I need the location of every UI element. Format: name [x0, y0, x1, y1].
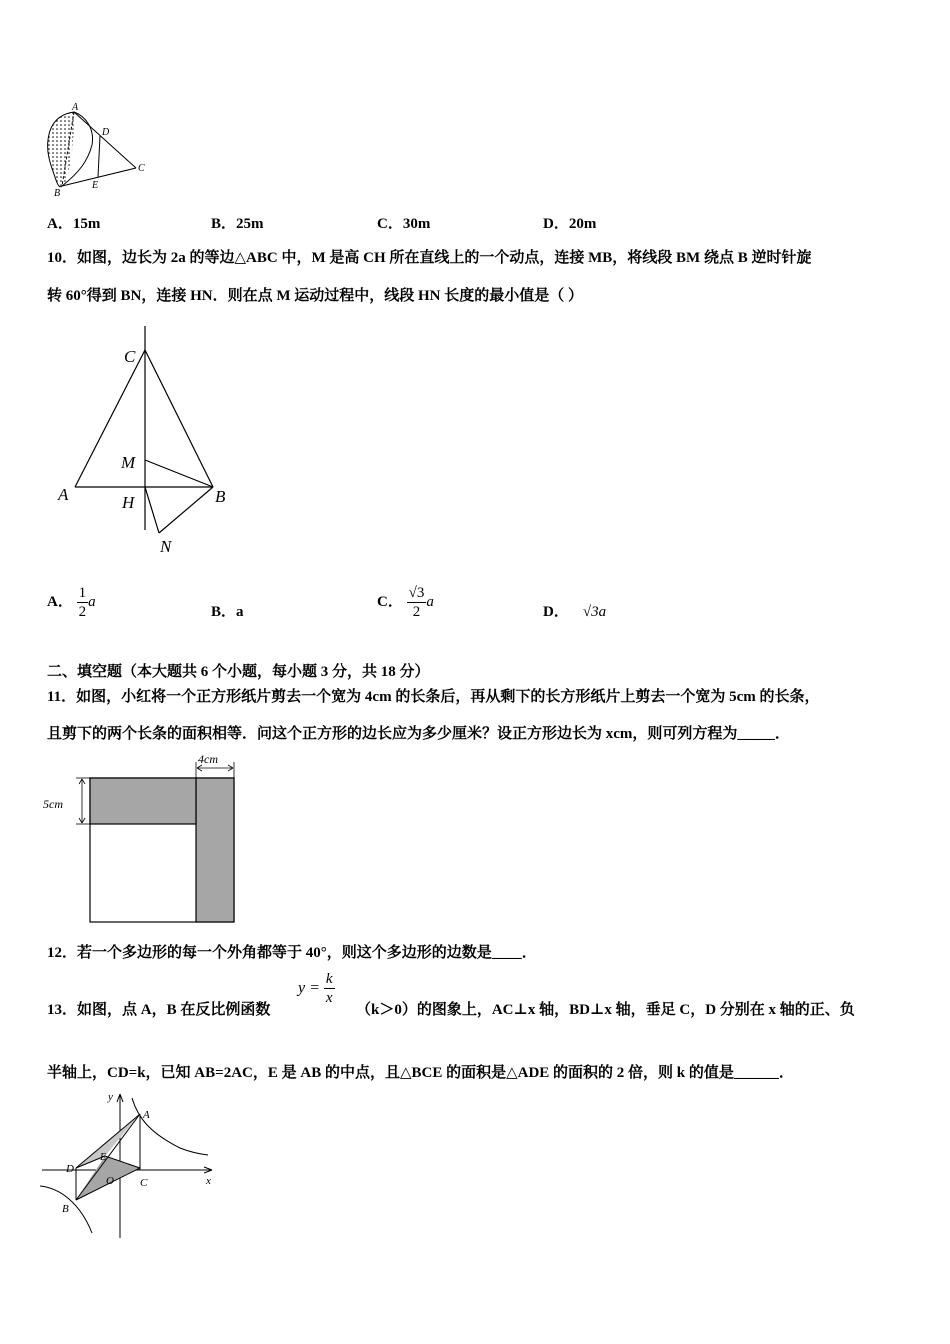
- q10-stem-line2: 转 60°得到 BN，连接 HN．则在点 M 运动过程中，线段 HN 长度的最小值是（ ）: [47, 288, 583, 304]
- q9-shaded-region: [48, 112, 74, 188]
- q11-strip-4cm: [196, 778, 234, 922]
- q13-stem-prefix: 13．如图，点 A，B 在反比例函数: [47, 1002, 271, 1018]
- q13-label-e: E: [100, 1152, 107, 1163]
- q13-label-d: D: [66, 1163, 74, 1175]
- q10-option-b[interactable]: B．a: [211, 604, 244, 620]
- q13-label-c: C: [140, 1177, 148, 1189]
- q11-figure: [40, 750, 245, 930]
- q10-stem-line1: 10．如图，边长为 2a 的等边△ABC 中，M 是高 CH 所在直线上的一个动点，连接 MB，将线段 BM 绕点 B 逆时针旋: [47, 250, 812, 266]
- q10-label-n: N: [160, 537, 172, 556]
- q9-label-a: A: [72, 102, 79, 113]
- q13-label-b: B: [62, 1203, 69, 1215]
- q10-label-a: A: [58, 485, 69, 504]
- q9-label-d: D: [102, 127, 110, 138]
- q10-option-c[interactable]: C． $\frac{√3}{2}$ a: [377, 585, 434, 620]
- q11-label-4cm: 4cm: [198, 752, 218, 766]
- q9-label-e: E: [92, 180, 99, 191]
- q9-option-b[interactable]: B．25m: [211, 216, 264, 232]
- q10-option-a-fraction: $\frac{1}{2}$: [78, 585, 87, 620]
- q10-segment-mb: [145, 460, 213, 487]
- q13-figure: [40, 1088, 225, 1243]
- q11-label-5cm: 5cm: [43, 797, 63, 811]
- q11-stem-line1: 11．如图，小红将一个正方形纸片剪去一个宽为 4cm 的长条后，再从剩下的长方形纸片上剪去一个宽为 5cm 的长条，: [47, 689, 820, 705]
- q10-label-h: H: [122, 493, 135, 512]
- q13-label-o: O: [106, 1175, 114, 1187]
- q9-segment-ac: [74, 112, 136, 168]
- q11-stem-line2: 且剪下的两个长条的面积相等．问这个正方形的边长应为多少厘米？设正方形边长为 xcm，则可列方程为_____．: [47, 726, 790, 742]
- q10-option-d[interactable]: D． √3a: [543, 604, 607, 620]
- q9-figure: [40, 100, 155, 200]
- q12-stem: 12．若一个多边形的每一个外角都等于 40°，则这个多边形的边数是____．: [47, 945, 537, 961]
- q13-formula: y = $\frac{k}{x}$: [298, 971, 333, 1006]
- q10-option-c-fraction: $\frac{√3}{2}$: [408, 585, 425, 620]
- section-title-fill-in: 二、填空题（本大题共 6 个小题，每小题 3 分，共 18 分）: [47, 664, 430, 680]
- q9-option-c[interactable]: C．30m: [377, 216, 431, 232]
- q10-segment-cb: [145, 350, 213, 487]
- q13-stem-line2: 半轴上，CD=k，已知 AB=2AC，E 是 AB 的中点，且△BCE 的面积是△ADE 的面积的 2 倍，则 k 的值是______．: [47, 1065, 794, 1081]
- q10-label-m: M: [121, 453, 136, 472]
- q11-strip-5cm: [90, 778, 196, 824]
- q9-label-c: C: [138, 163, 145, 174]
- q10-label-c: C: [124, 347, 136, 366]
- q10-label-b: B: [215, 487, 226, 506]
- q13-hyperbola-branch-1: [132, 1098, 208, 1155]
- q10-segment-hn: [145, 487, 159, 533]
- q9-option-a[interactable]: A．15m: [47, 216, 101, 232]
- q9-label-b: B: [54, 188, 61, 199]
- q10-figure: [50, 320, 250, 565]
- q13-stem-suffix: （k＞0）的图象上，AC⊥x 轴，BD⊥x 轴，垂足 C，D 分别在 x 轴的正、负: [356, 1002, 855, 1018]
- q13-label-a: A: [143, 1109, 150, 1121]
- q13-label-x: x: [206, 1175, 211, 1187]
- q13-label-y: y: [108, 1091, 113, 1103]
- q9-segment-de: [98, 136, 100, 177]
- q9-option-d[interactable]: D．20m: [543, 216, 597, 232]
- q10-option-a[interactable]: A． $\frac{1}{2}$ a: [47, 585, 96, 620]
- q10-segment-bn: [159, 487, 213, 533]
